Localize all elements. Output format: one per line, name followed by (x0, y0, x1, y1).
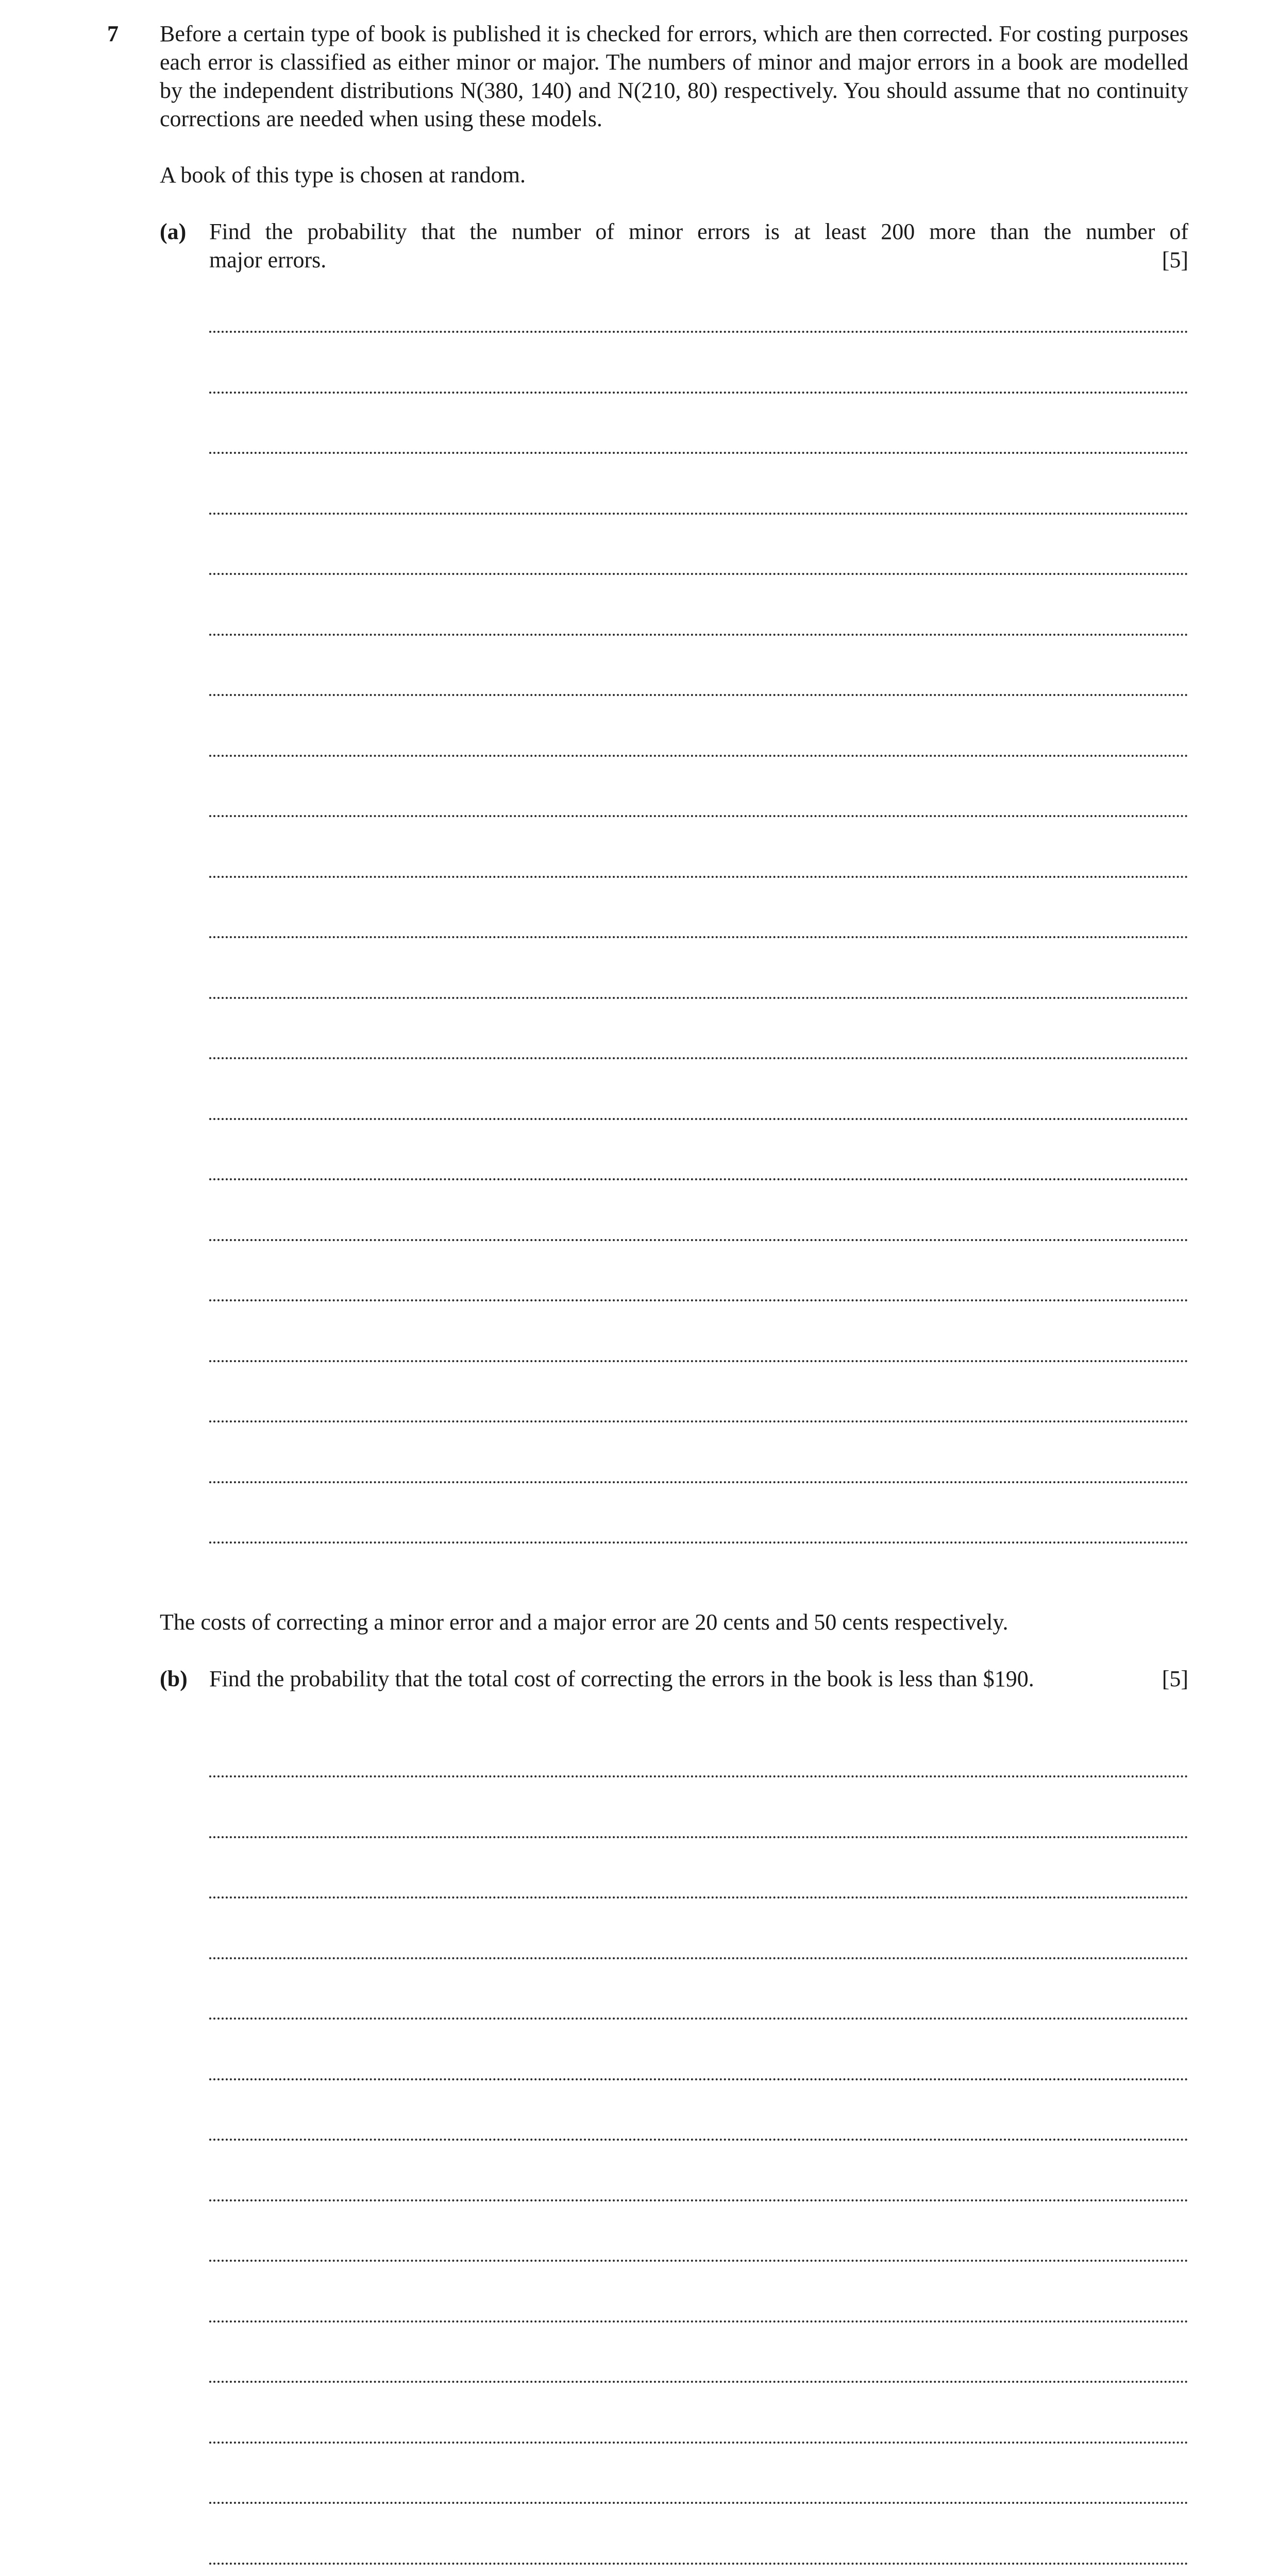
answer-line[interactable] (209, 1178, 1188, 1180)
part-a-marks: [5] (1162, 247, 1188, 273)
answer-line[interactable] (209, 1836, 1188, 1838)
answer-line[interactable] (209, 2381, 1188, 2383)
question-intro: Before a certain type of book is published it is checked for errors, which are then corrected. For costing purposes each error is classified as either minor or major. The numbers of minor and major errors in a book are modelled by the independent distributions N(380, 140) and N(210, 80) respectively. You should assume that no continuity corrections are needed when using these models. (160, 21, 1188, 131)
answer-line[interactable] (209, 452, 1188, 454)
answer-line[interactable] (209, 573, 1188, 575)
answer-line[interactable] (209, 1360, 1188, 1362)
answer-line[interactable] (209, 2260, 1188, 2262)
part-a-label: (a) (160, 219, 187, 244)
answer-line[interactable] (209, 2442, 1188, 2444)
answer-line[interactable] (209, 1420, 1188, 1422)
answer-line[interactable] (209, 1541, 1188, 1544)
answer-line[interactable] (209, 876, 1188, 878)
answer-line[interactable] (209, 2018, 1188, 2020)
answer-line[interactable] (209, 513, 1188, 515)
answer-line[interactable] (209, 2563, 1188, 2565)
answer-line[interactable] (209, 2320, 1188, 2323)
question-costs-statement: The costs of correcting a minor error and a major error are 20 cents and 50 cents respectively. (160, 1609, 1008, 1635)
answer-line[interactable] (209, 1775, 1188, 1777)
answer-line[interactable] (209, 1118, 1188, 1120)
answer-line[interactable] (209, 815, 1188, 817)
answer-line[interactable] (209, 1957, 1188, 1959)
answer-line[interactable] (209, 755, 1188, 757)
answer-line[interactable] (209, 634, 1188, 636)
answer-line[interactable] (209, 694, 1188, 696)
part-b-question-text: Find the probability that the total cost of correcting the errors in the book is less than $190. (209, 1666, 1034, 1691)
question-number: 7 (107, 21, 119, 46)
question-chosen-statement: A book of this type is chosen at random. (160, 162, 526, 188)
answer-line[interactable] (209, 997, 1188, 999)
part-a-question-line-1: Find the probability that the number of minor errors is at least 200 more than the number of (209, 219, 1188, 244)
part-b-marks: [5] (1162, 1666, 1188, 1691)
answer-line[interactable] (209, 331, 1188, 333)
answer-line[interactable] (209, 1299, 1188, 1301)
answer-line[interactable] (209, 1481, 1188, 1483)
answer-line[interactable] (209, 936, 1188, 938)
part-a-question-line-2: major errors. (209, 247, 327, 273)
answer-line[interactable] (209, 2078, 1188, 2080)
answer-line[interactable] (209, 2139, 1188, 2141)
answer-line[interactable] (209, 1239, 1188, 1241)
answer-line[interactable] (209, 1896, 1188, 1899)
answer-line[interactable] (209, 392, 1188, 394)
part-b-label: (b) (160, 1666, 188, 1691)
answer-line[interactable] (209, 2502, 1188, 2504)
answer-line[interactable] (209, 2199, 1188, 2201)
answer-line[interactable] (209, 1057, 1188, 1059)
